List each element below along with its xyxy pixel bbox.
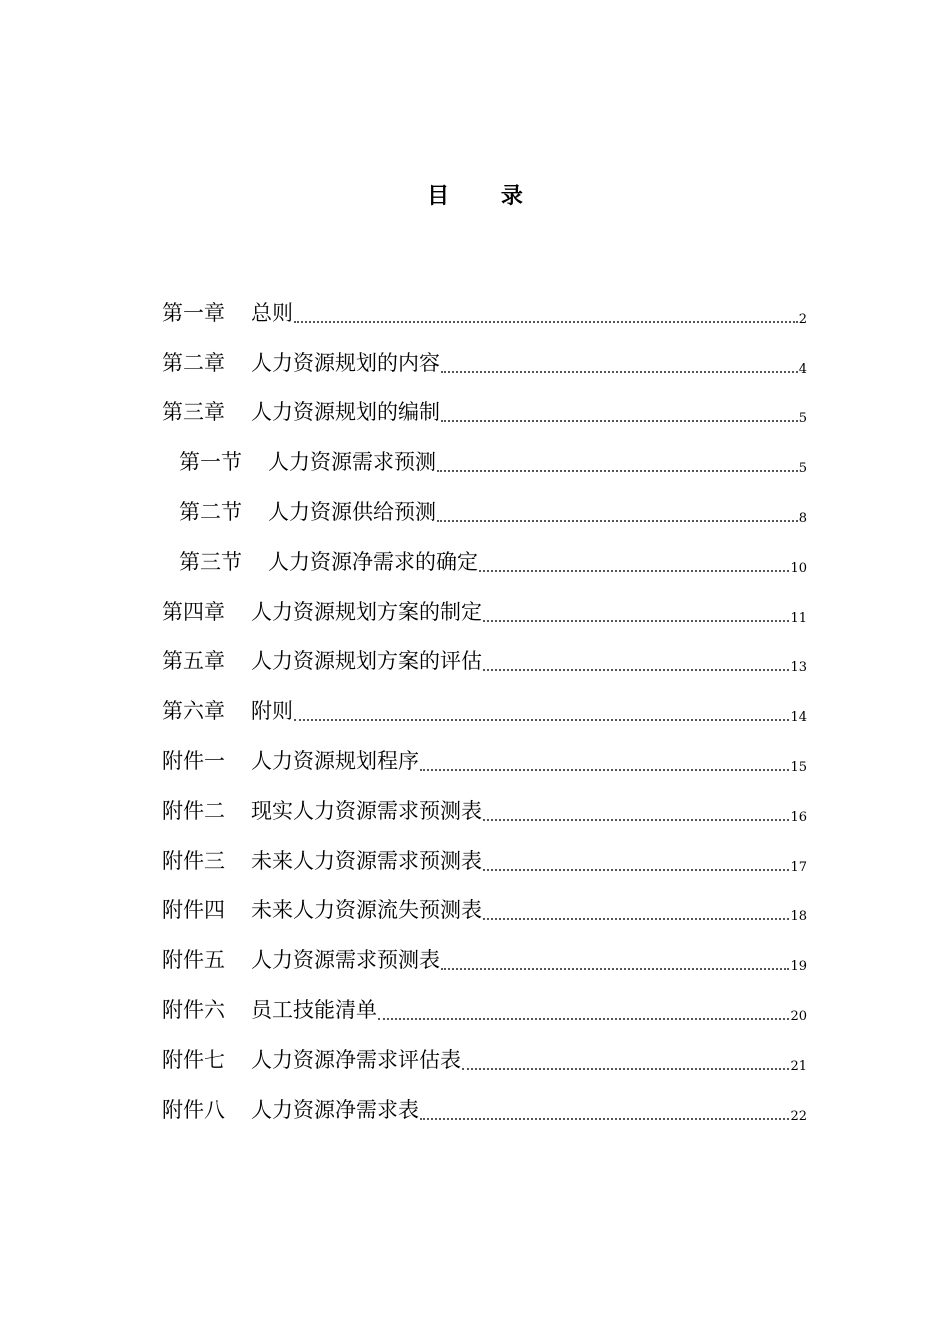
toc-dot-leader	[483, 620, 789, 622]
toc-entry[interactable]	[162, 736, 807, 786]
toc-entry[interactable]	[162, 537, 807, 587]
toc-entry-page-number: 2	[798, 311, 807, 327]
toc-entry-title: 人力资源规划的编制	[251, 400, 440, 425]
toc-entry-number: 附件二	[162, 798, 225, 823]
toc-entry[interactable]	[162, 587, 807, 637]
toc-dot-leader	[378, 1018, 789, 1020]
toc-entry[interactable]	[162, 487, 807, 537]
toc-dot-leader	[483, 869, 789, 871]
toc-entry[interactable]	[162, 388, 807, 438]
toc-entry-page-number: 19	[790, 959, 807, 975]
toc-entry-page-number: 16	[790, 809, 807, 825]
toc-entry-number: 附件一	[162, 749, 225, 774]
toc-dot-leader	[294, 321, 798, 323]
toc-entry-title: 人力资源供给预测	[268, 500, 436, 525]
toc-entry-title: 人力资源净需求的确定	[268, 549, 478, 574]
toc-entry[interactable]	[162, 935, 807, 985]
toc-entry-page-number: 11	[790, 610, 807, 626]
toc-entry-page-number: 8	[798, 510, 807, 526]
toc-entry-number: 第一节	[179, 450, 242, 475]
toc-entry[interactable]	[162, 288, 807, 338]
toc-entry-number: 附件六	[162, 998, 225, 1023]
toc-entry-number: 附件三	[162, 848, 225, 873]
toc-title: 目 录	[427, 183, 545, 209]
toc-entry-title: 人力资源规划程序	[251, 749, 419, 774]
toc-dot-leader	[483, 669, 789, 671]
toc-entry[interactable]	[162, 786, 807, 836]
toc-entry-title: 人力资源净需求表	[251, 1097, 419, 1122]
toc-entry-page-number: 10	[790, 560, 807, 576]
toc-entry-page-number: 20	[790, 1008, 807, 1024]
toc-entry-number: 附件五	[162, 948, 225, 973]
toc-entry[interactable]	[162, 1085, 807, 1135]
toc-entry-number: 第五章	[162, 649, 225, 674]
toc-entry-page-number: 5	[798, 411, 807, 427]
toc-entry-title: 人力资源需求预测	[268, 450, 436, 475]
toc-entry[interactable]	[162, 985, 807, 1035]
toc-entry-title: 现实人力资源需求预测表	[251, 798, 482, 823]
toc-list	[162, 288, 807, 1135]
toc-entry-page-number: 14	[790, 710, 807, 726]
toc-entry-title: 人力资源净需求评估表	[251, 1047, 461, 1072]
toc-dot-leader	[437, 470, 798, 472]
toc-entry-number: 第一章	[162, 300, 225, 325]
toc-entry-page-number: 17	[790, 859, 807, 875]
toc-entry-title: 人力资源规划方案的评估	[251, 649, 482, 674]
toc-entry-title: 总则	[251, 300, 293, 325]
toc-entry-number: 第二节	[179, 500, 242, 525]
toc-entry-number: 第三章	[162, 400, 225, 425]
toc-entry[interactable]	[162, 836, 807, 886]
toc-dot-leader	[294, 719, 789, 721]
toc-entry-title: 人力资源规划方案的制定	[251, 599, 482, 624]
toc-dot-leader	[420, 769, 789, 771]
toc-entry-title: 附则	[251, 699, 293, 724]
toc-entry[interactable]	[162, 437, 807, 487]
toc-entry-number: 第六章	[162, 699, 225, 724]
toc-dot-leader	[462, 1068, 789, 1070]
toc-entry-page-number: 22	[790, 1108, 807, 1124]
toc-entry-page-number: 4	[798, 361, 807, 377]
toc-dot-leader	[483, 819, 789, 821]
toc-entry-page-number: 15	[790, 759, 807, 775]
toc-dot-leader	[441, 371, 798, 373]
toc-entry-title: 人力资源需求预测表	[251, 948, 440, 973]
toc-dot-leader	[479, 570, 789, 572]
toc-entry[interactable]	[162, 686, 807, 736]
toc-entry-page-number: 18	[790, 909, 807, 925]
toc-entry[interactable]	[162, 1035, 807, 1085]
toc-dot-leader	[441, 420, 798, 422]
toc-dot-leader	[483, 918, 789, 920]
toc-entry[interactable]	[162, 637, 807, 687]
toc-entry-page-number: 13	[790, 660, 807, 676]
toc-entry-title: 员工技能清单	[251, 998, 377, 1023]
toc-entry-number: 附件七	[162, 1047, 225, 1072]
toc-entry[interactable]	[162, 338, 807, 388]
toc-entry-number: 附件四	[162, 898, 225, 923]
toc-entry[interactable]	[162, 886, 807, 936]
toc-dot-leader	[437, 520, 798, 522]
toc-entry-number: 第二章	[162, 350, 225, 375]
toc-entry-number: 附件八	[162, 1097, 225, 1122]
toc-entry-page-number: 21	[790, 1058, 807, 1074]
toc-dot-leader	[441, 968, 789, 970]
toc-entry-title: 人力资源规划的内容	[251, 350, 440, 375]
toc-entry-title: 未来人力资源需求预测表	[251, 848, 482, 873]
toc-dot-leader	[420, 1118, 789, 1120]
toc-entry-page-number: 5	[798, 461, 807, 477]
toc-entry-number: 第三节	[179, 549, 242, 574]
toc-entry-number: 第四章	[162, 599, 225, 624]
toc-entry-title: 未来人力资源流失预测表	[251, 898, 482, 923]
